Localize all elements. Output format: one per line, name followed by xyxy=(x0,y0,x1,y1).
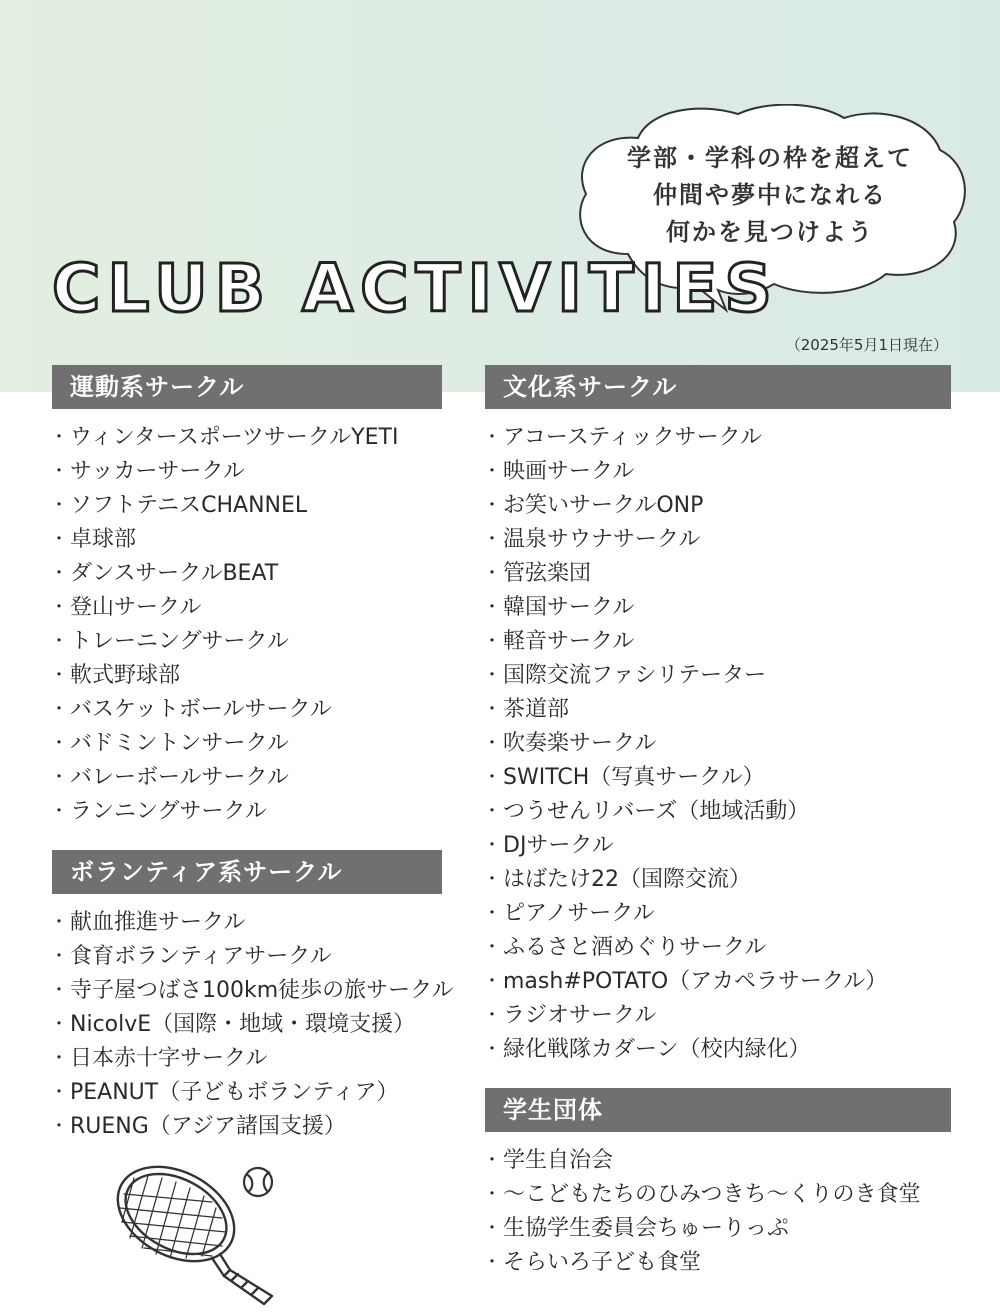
item-list xyxy=(52,906,454,1144)
list-item: ・ バドミントンサークル xyxy=(52,727,442,761)
bubble-line: 仲間や夢中になれる xyxy=(653,181,887,209)
list-item: ・ 吹奏楽サークル xyxy=(485,727,951,761)
list-item: ・ 軽音サークル xyxy=(485,625,951,659)
list-item: ・ ラジオサークル xyxy=(485,999,951,1033)
list-item: ・ 日本赤十字サークル xyxy=(52,1042,442,1076)
list-item: ・ 登山サークル xyxy=(52,591,442,625)
section-culture xyxy=(485,365,951,1067)
list-item: ・ PEANUT（子どもボランティア） xyxy=(52,1076,442,1110)
list-item: ・ 国際交流ファシリテーター xyxy=(485,659,951,693)
section-header: 学生団体 xyxy=(485,1088,951,1132)
section-header: 運動系サークル xyxy=(52,365,442,409)
list-item: ・ mash#POTATO（アカペラサークル） xyxy=(485,965,951,999)
date-note: （2025年5月1日現在） xyxy=(785,336,948,354)
list-item: ・ お笑いサークルONP xyxy=(485,489,951,523)
list-item: ・ ～こどもたちのひみつきち～くりのき食堂 xyxy=(485,1178,951,1212)
list-item: ・ そらいろ子ども食堂 xyxy=(485,1246,951,1280)
list-item: ・ ウィンタースポーツサークルYETI xyxy=(52,421,442,455)
list-item: ・ バレーボールサークル xyxy=(52,761,442,795)
list-item: ・ 管弦楽団 xyxy=(485,557,951,591)
list-item: ・ 映画サークル xyxy=(485,455,951,489)
list-item: ・ ランニングサークル xyxy=(52,795,442,829)
list-item: ・ 学生自治会 xyxy=(485,1144,951,1178)
list-item: ・ 生協学生委員会ちゅーりっぷ xyxy=(485,1212,951,1246)
list-item: ・ 寺子屋つばさ100km徒歩の旅サークル xyxy=(52,974,442,1008)
list-item: ・ DJサークル xyxy=(485,829,951,863)
list-item: ・ NicolvE（国際・地域・環境支援） xyxy=(52,1008,442,1042)
list-item: ・ ソフトテニスCHANNEL xyxy=(52,489,442,523)
list-item: ・ 温泉サウナサークル xyxy=(485,523,951,557)
bubble-line: 学部・学科の枠を超えて xyxy=(627,144,913,172)
list-item: ・ トレーニングサークル xyxy=(52,625,442,659)
item-list xyxy=(485,1144,951,1280)
list-item: ・ 食育ボランティアサークル xyxy=(52,940,442,974)
list-item: ・ ダンスサークルBEAT xyxy=(52,557,442,591)
section-volunteer xyxy=(52,850,454,1144)
list-item: ・ 卓球部 xyxy=(52,523,442,557)
list-item: ・ アコースティックサークル xyxy=(485,421,951,455)
item-list xyxy=(485,421,951,1067)
list-item: ・ ピアノサークル xyxy=(485,897,951,931)
bubble-line: 何かを見つけよう xyxy=(666,218,874,246)
list-item: ・ 韓国サークル xyxy=(485,591,951,625)
page-title: CLUB ACTIVITIES xyxy=(52,250,779,327)
bubble-text xyxy=(600,140,940,251)
list-item: ・ 緑化戦隊カダーン（校内緑化） xyxy=(485,1033,951,1067)
list-item: ・ 献血推進サークル xyxy=(52,906,442,940)
list-item: ・ 茶道部 xyxy=(485,693,951,727)
section-header: ボランティア系サークル xyxy=(52,850,442,894)
list-item: ・ バスケットボールサークル xyxy=(52,693,442,727)
list-item: ・ サッカーサークル xyxy=(52,455,442,489)
tennis-racket-icon xyxy=(104,1158,294,1308)
tennis-ball-icon xyxy=(244,1168,272,1196)
list-item: ・ はばたけ22（国際交流） xyxy=(485,863,951,897)
section-student-groups xyxy=(485,1088,951,1280)
list-item: ・ 軟式野球部 xyxy=(52,659,442,693)
item-list xyxy=(52,421,442,829)
list-item: ・ SWITCH（写真サークル） xyxy=(485,761,951,795)
list-item: ・ ふるさと酒めぐりサークル xyxy=(485,931,951,965)
section-sports xyxy=(52,365,442,829)
list-item: ・ つうせんリバーズ（地域活動） xyxy=(485,795,951,829)
list-item: ・ RUENG（アジア諸国支援） xyxy=(52,1110,442,1144)
section-header: 文化系サークル xyxy=(485,365,951,409)
